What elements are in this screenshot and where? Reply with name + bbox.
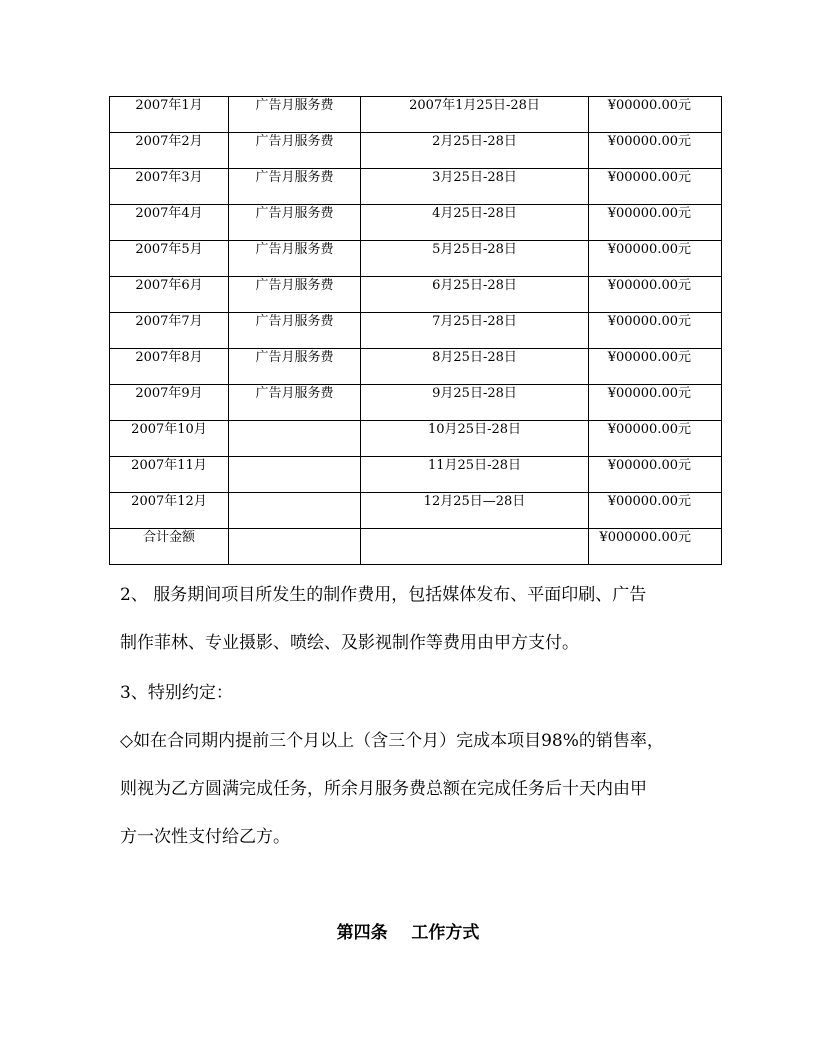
paragraph-2-line-2: 制作菲林、专业摄影、喷绘、及影视制作等费用由甲方支付。 [120, 633, 579, 653]
amount-cell: ¥00000.00元 [589, 493, 722, 529]
table-row [110, 349, 722, 385]
item-cell: 广告月服务费 [229, 133, 361, 169]
table-row [110, 133, 722, 169]
item-cell: 广告月服务费 [229, 205, 361, 241]
month-cell: 2007年1月 [110, 97, 229, 133]
period-cell: 7月25日-28日 [361, 313, 589, 349]
amount-cell: ¥00000.00元 [589, 421, 722, 457]
paragraph-3-title: 3、特别约定： [120, 683, 233, 703]
period-cell: 9月25日-28日 [361, 385, 589, 421]
total-amount-cell: ¥000000.00元 [589, 529, 722, 565]
paragraph-3-line-3: 方一次性支付给乙方。 [120, 827, 290, 847]
amount-cell: ¥00000.00元 [589, 457, 722, 493]
table-row [110, 97, 722, 133]
period-cell: 12月25日—28日 [361, 493, 589, 529]
amount-cell: ¥00000.00元 [589, 385, 722, 421]
amount-cell: ¥00000.00元 [589, 205, 722, 241]
table-row [110, 313, 722, 349]
month-cell: 2007年7月 [110, 313, 229, 349]
period-cell: 6月25日-28日 [361, 277, 589, 313]
period-cell: 5月25日-28日 [361, 241, 589, 277]
item-cell [229, 493, 361, 529]
period-cell: 10月25日-28日 [361, 421, 589, 457]
item-cell: 广告月服务费 [229, 97, 361, 133]
amount-cell: ¥00000.00元 [589, 241, 722, 277]
month-cell: 2007年5月 [110, 241, 229, 277]
item-cell: 广告月服务费 [229, 313, 361, 349]
table-row [110, 421, 722, 457]
item-cell: 广告月服务费 [229, 169, 361, 205]
fee-schedule-table [109, 96, 722, 565]
item-cell: 广告月服务费 [229, 349, 361, 385]
month-cell: 2007年12月 [110, 493, 229, 529]
period-cell: 4月25日-28日 [361, 205, 589, 241]
table-row [110, 457, 722, 493]
month-cell: 2007年6月 [110, 277, 229, 313]
item-cell: 广告月服务费 [229, 241, 361, 277]
table-row [110, 277, 722, 313]
total-label-cell: 合计金额 [110, 529, 229, 565]
table-total-row [110, 529, 722, 565]
period-cell [361, 529, 589, 565]
month-cell: 2007年11月 [110, 457, 229, 493]
period-cell: 3月25日-28日 [361, 169, 589, 205]
section-heading: 第四条 工作方式 [336, 923, 480, 943]
period-cell: 11月25日-28日 [361, 457, 589, 493]
month-cell: 2007年2月 [110, 133, 229, 169]
month-cell: 2007年4月 [110, 205, 229, 241]
item-cell: 广告月服务费 [229, 385, 361, 421]
table-row [110, 493, 722, 529]
item-cell: 广告月服务费 [229, 277, 361, 313]
table-row [110, 205, 722, 241]
amount-cell: ¥00000.00元 [589, 169, 722, 205]
month-cell: 2007年3月 [110, 169, 229, 205]
amount-cell: ¥00000.00元 [589, 97, 722, 133]
month-cell: 2007年8月 [110, 349, 229, 385]
period-cell: 2月25日-28日 [361, 133, 589, 169]
period-cell: 8月25日-28日 [361, 349, 589, 385]
table-row [110, 169, 722, 205]
paragraph-2-line-1: 2、 服务期间项目所发生的制作费用，包括媒体发布、平面印刷、广告 [120, 585, 647, 605]
amount-cell: ¥00000.00元 [589, 277, 722, 313]
month-cell: 2007年10月 [110, 421, 229, 457]
paragraph-3-line-2: 则视为乙方圆满完成任务，所余月服务费总额在完成任务后十天内由甲 [120, 779, 647, 799]
paragraph-3-line-1: ◇如在合同期内提前三个月以上（含三个月）完成本项目98%的销售率， [120, 731, 664, 751]
table-row [110, 241, 722, 277]
amount-cell: ¥00000.00元 [589, 349, 722, 385]
item-cell [229, 457, 361, 493]
period-cell: 2007年1月25日-28日 [361, 97, 589, 133]
month-cell: 2007年9月 [110, 385, 229, 421]
item-cell [229, 529, 361, 565]
amount-cell: ¥00000.00元 [589, 133, 722, 169]
amount-cell: ¥00000.00元 [589, 313, 722, 349]
table-row [110, 385, 722, 421]
item-cell [229, 421, 361, 457]
